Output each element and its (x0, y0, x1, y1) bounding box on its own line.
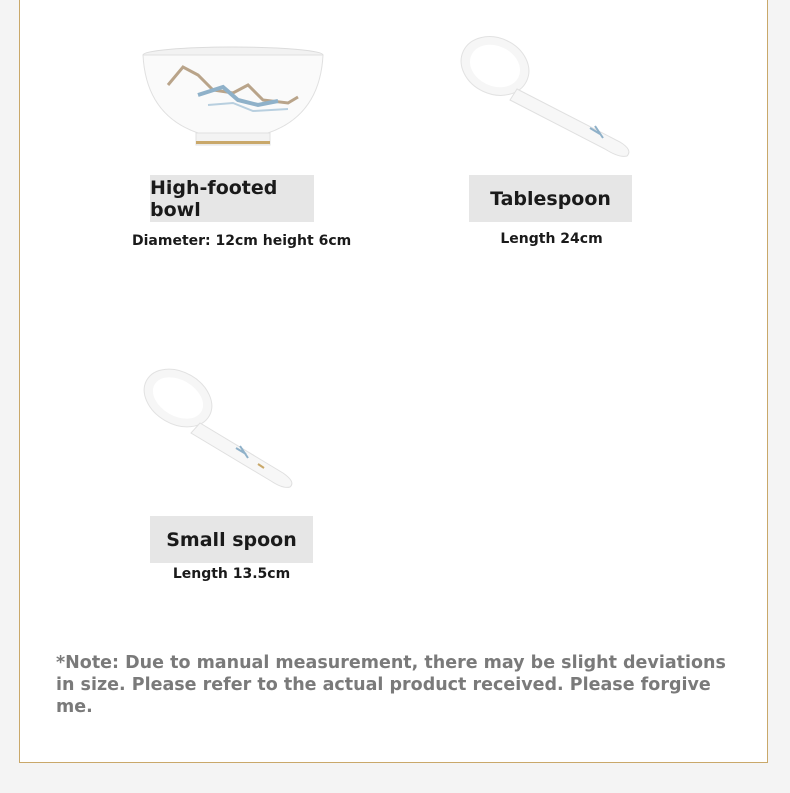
product-label-high-footed-bowl: High-footed bowl (150, 175, 314, 222)
product-size-card (19, 0, 768, 763)
product-label-small-spoon: Small spoon (150, 516, 313, 563)
tablespoon-image (455, 34, 640, 159)
high-footed-bowl-image (138, 45, 328, 155)
measurement-note: *Note: Due to manual measurement, there may be slight deviations in size. Please refer to the actual product received. Please forgive me. (56, 653, 726, 717)
small-spoon-image (138, 368, 298, 493)
product-dimension-high-footed-bowl: Diameter: 12cm height 6cm (132, 233, 352, 249)
product-dimension-small-spoon: Length 13.5cm (172, 566, 291, 582)
product-dimension-tablespoon: Length 24cm (500, 231, 603, 247)
product-label-tablespoon: Tablespoon (469, 175, 632, 222)
